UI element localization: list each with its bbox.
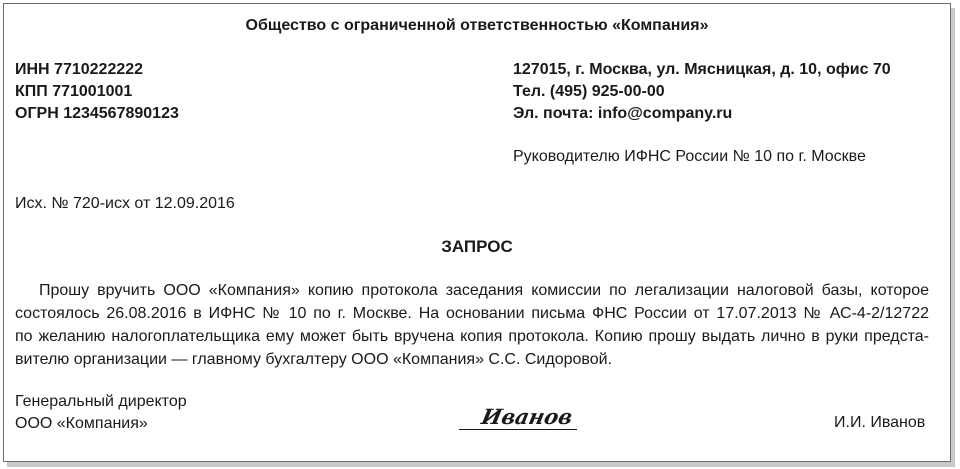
request-body (15, 279, 929, 371)
signer-position: Генеральный директор (15, 393, 187, 410)
signer-block (15, 391, 187, 435)
signer-name: И.И. Иванов (834, 414, 926, 431)
document-title: ЗАПРОС (441, 237, 513, 256)
body-line: состоялось 26.08.2016 в ИФНС № 10 по г. Москве. На основании письма ФНС России от 17.07.2013 № АС-4-2/12722 (15, 305, 929, 322)
company-requisites (15, 59, 179, 125)
signer-organization: ООО «Компания» (15, 415, 148, 432)
handwritten-signature: Иванов (479, 404, 576, 429)
document-sheet (3, 3, 951, 462)
signature-line (459, 429, 577, 430)
phone-line: Тел. (495) 925-00-00 (513, 83, 665, 100)
body-line: Прошу вручить ООО «Компания» копию протокола заседания комиссии по легализации налоговой базы, которое (39, 282, 929, 299)
body-line: вителю организации — главному бухгалтеру ООО «Компания» С.С. Сидоровой. (15, 351, 612, 368)
kpp-line: КПП 771001001 (15, 83, 133, 100)
inn-line: ИНН 7710222222 (15, 61, 144, 78)
addressee: Руководителю ИФНС России № 10 по г. Москве (513, 148, 866, 165)
company-contacts (513, 59, 891, 125)
email-line: Эл. почта: info@company.ru (513, 105, 733, 122)
company-name: Общество с ограниченной ответственностью «Компания» (245, 17, 709, 34)
body-line: по желанию налогоплательщика ему может быть вручена копия протокола. Копию прошу выдать лично в руки предста- (15, 328, 929, 345)
address-line: 127015, г. Москва, ул. Мясницкая, д. 10, офис 70 (513, 61, 891, 78)
ogrn-line: ОГРН 1234567890123 (15, 105, 179, 122)
outgoing-number: Исх. № 720-исх от 12.09.2016 (15, 195, 235, 212)
